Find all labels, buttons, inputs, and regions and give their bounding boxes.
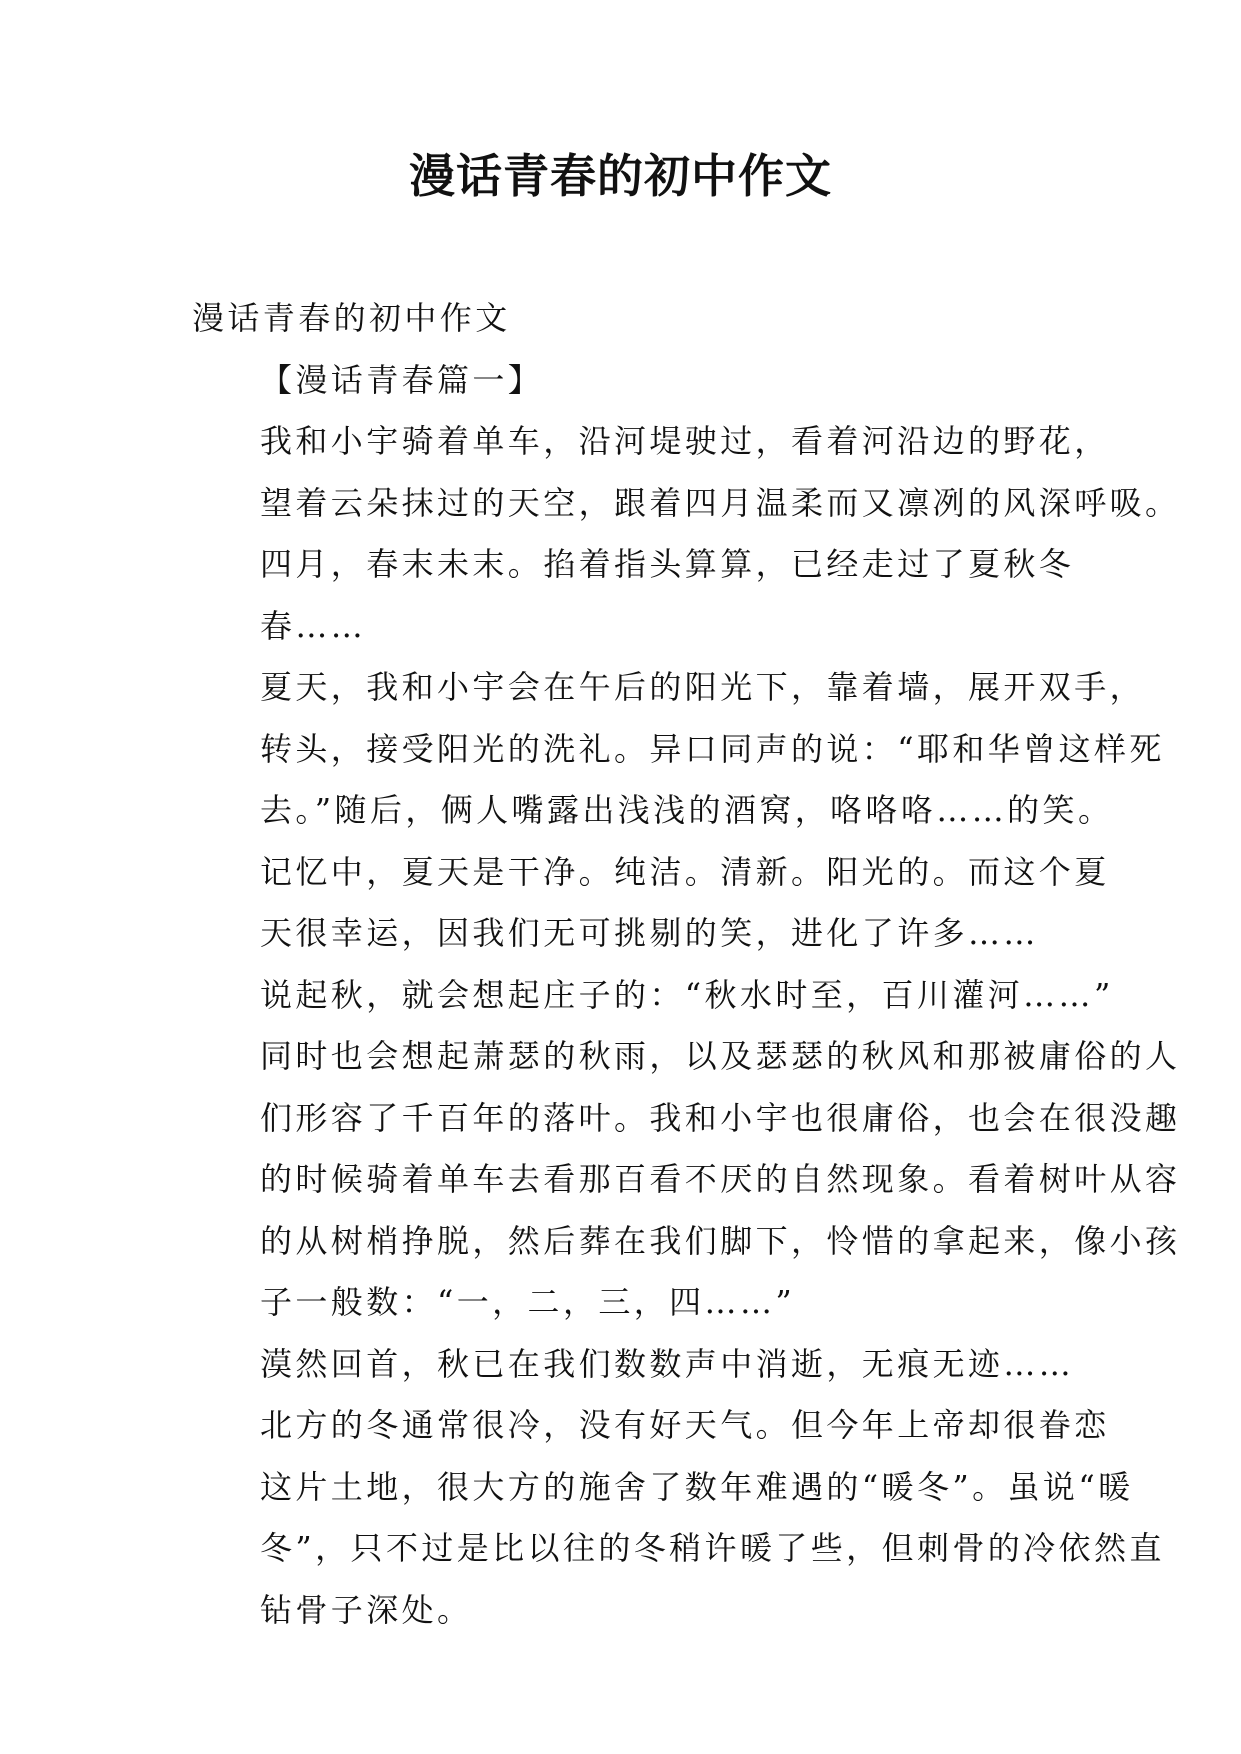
text-line: 天很幸运，因我们无可挑剔的笑，进化了许多…… xyxy=(260,914,1039,952)
text-line: 同时也会想起萧瑟的秋雨，以及瑟瑟的秋风和那被庸俗的人 xyxy=(260,1037,1181,1075)
text-line: 漫话青春的初中作文 xyxy=(192,299,511,337)
text-line: 【漫话青春篇一】 xyxy=(260,360,544,399)
text-line: 去。”随后，俩人嘴露出浅浅的酒窝，咯咯咯……的笑。 xyxy=(260,791,1114,829)
text-line: 说起秋，就会想起庄子的：“秋水时至，百川灌河……” xyxy=(260,975,1114,1014)
paragraph xyxy=(192,965,1181,1334)
text-line: 望着云朵抹过的天空，跟着四月温柔而又凛冽的风深呼吸。 xyxy=(260,483,1181,522)
text-line: 冬”，只不过是比以往的冬稍许暖了些，但刺骨的冷依然直 xyxy=(260,1529,1165,1567)
paragraph xyxy=(192,842,1110,965)
text-line: 四月，春末未末。掐着指头算算，已经走过了夏秋冬 xyxy=(260,545,1075,583)
paragraph xyxy=(192,1334,1075,1396)
paragraph xyxy=(192,657,1165,842)
text-line: 子一般数：“一，二，三，四……” xyxy=(260,1283,796,1321)
text-line: 这片土地，很大方的施舍了数年难遇的“暖冬”。虽说“暖 xyxy=(260,1467,1134,1506)
paragraph xyxy=(192,1395,1165,1641)
text-line: 北方的冬通常很冷，没有好天气。但今年上帝却很眷恋 xyxy=(260,1406,1110,1444)
paragraph xyxy=(192,534,1075,657)
text-line: 记忆中，夏天是干净。纯洁。清新。阳光的。而这个夏 xyxy=(260,852,1110,891)
paragraph xyxy=(192,350,1052,412)
text-line: 夏天，我和小宇会在午后的阳光下，靠着墙，展开双手， xyxy=(260,668,1146,706)
text-line: 的时候骑着单车去看那百看不厌的自然现象。看着树叶从容 xyxy=(260,1160,1181,1198)
text-line: 的从树梢挣脱，然后葬在我们脚下，怜惜的拿起来，像小孩 xyxy=(260,1221,1181,1260)
paragraph xyxy=(192,411,1181,534)
text-line: 转头，接受阳光的洗礼。异口同声的说：“耶和华曾这样死 xyxy=(260,729,1165,768)
text-line: 春…… xyxy=(260,606,367,645)
document-title: 漫话青春的初中作文 xyxy=(409,149,832,203)
document-body xyxy=(192,288,1181,1641)
text-line: 漠然回首，秋已在我们数数声中消逝，无痕无迹…… xyxy=(260,1344,1075,1383)
text-line: 钻骨子深处。 xyxy=(260,1590,473,1629)
text-line: 们形容了千百年的落叶。我和小宇也很庸俗，也会在很没趣 xyxy=(260,1098,1181,1137)
text-line: 我和小宇骑着单车，沿河堤驶过，看着河沿边的野花， xyxy=(260,422,1110,460)
paragraph xyxy=(192,288,1052,350)
